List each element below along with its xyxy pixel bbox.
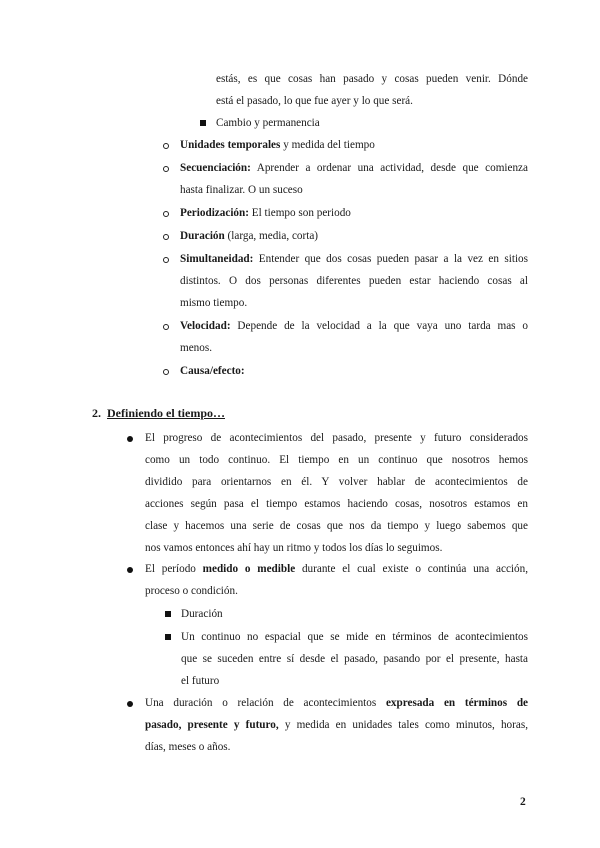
item-periodizacion-text: El tiempo son periodo <box>248 207 351 219</box>
item-velocidad-bold: Velocidad: <box>180 320 231 332</box>
bullet2-sub2-line-3: el futuro <box>181 675 220 687</box>
round-bullet-icon <box>127 701 133 707</box>
circle-bullet-icon <box>163 257 169 263</box>
bullet1-line-1: El progreso de acontecimientos del pasado, presente y futuro considerados <box>145 432 528 444</box>
bullet2-text-pre: El período <box>145 563 203 575</box>
square-bullet-icon <box>200 120 206 126</box>
bullet1-line-5: clase y hacemos una serie de cosas que nos da tiempo y luego sabemos que <box>145 520 528 532</box>
section-title: Definiendo el tiempo… <box>107 406 225 420</box>
item-velocidad-line2: menos. <box>180 342 213 354</box>
bullet2-bold: medido o medible <box>202 563 296 575</box>
bullet2-sub-duracion: Duración <box>181 608 223 620</box>
bullet3-line-1 <box>145 696 528 711</box>
item-velocidad <box>180 319 528 334</box>
item-simultaneidad-text: Entender que dos cosas pueden pasar a la vez en sitios <box>253 253 528 265</box>
item-simultaneidad-line2: distintos. O dos personas diferentes pueden estar haciendo cosas al <box>180 275 528 287</box>
bullet2-text-post: durante el cual existe o continúa una acción, <box>295 563 528 575</box>
item-simultaneidad <box>180 252 528 267</box>
circle-bullet-icon <box>163 324 169 330</box>
bullet3-bold-1: expresada en términos de <box>385 697 529 709</box>
bullet1-line-3: dividido para orientarnos en él. Y volver hablar de acontecimientos de <box>145 476 528 488</box>
bullet2-line-2: proceso o condición. <box>145 585 238 597</box>
item-secuenciacion-bold: Secuenciación: <box>180 162 251 174</box>
circle-bullet-icon <box>163 234 169 240</box>
item-secuenciacion-text: Aprender a ordenar una actividad, desde que comienza <box>250 162 528 174</box>
item-simultaneidad-bold: Simultaneidad: <box>180 253 254 265</box>
item-duracion-text: (larga, media, corta) <box>224 230 319 242</box>
page-number: 2 <box>520 796 526 808</box>
item-causa-bold: Causa/efecto: <box>180 365 245 377</box>
bullet3-text-pre: Una duración o relación de acontecimientos <box>145 697 386 709</box>
item-periodizacion <box>180 206 351 221</box>
bullet3-text-post: y medida en unidades tales como minutos, horas, <box>278 719 528 731</box>
round-bullet-icon <box>127 436 133 442</box>
sub-item-cambio: Cambio y permanencia <box>216 117 320 129</box>
item-secuenciacion-line2: hasta finalizar. O un suceso <box>180 184 303 196</box>
item-secuenciacion <box>180 161 528 176</box>
square-bullet-icon <box>165 611 171 617</box>
item-simultaneidad-line3: mismo tiempo. <box>180 297 248 309</box>
item-unidades <box>180 138 375 153</box>
bullet2-sub2-line-2: que se suceden entre sí desde el pasado, pasando por el presente, hasta <box>181 653 528 665</box>
item-velocidad-text: Depende de la velocidad a la que vaya uno tarda mas o <box>230 320 528 332</box>
item-periodizacion-bold: Periodización: <box>180 207 249 219</box>
circle-bullet-icon <box>163 211 169 217</box>
item-unidades-text: y medida del tiempo <box>280 139 375 151</box>
circle-bullet-icon <box>163 166 169 172</box>
section-number: 2. <box>92 406 101 420</box>
square-bullet-icon <box>165 634 171 640</box>
item-unidades-bold: Unidades temporales <box>180 139 281 151</box>
bullet1-line-6: nos vamos entonces ahí hay un ritmo y todos los días lo seguimos. <box>145 542 443 554</box>
bullet1-line-4: acciones según pasa el tiempo estamos haciendo cosas, nosotros estamos en <box>145 498 528 510</box>
bullet2-line-1 <box>145 562 528 577</box>
circle-bullet-icon <box>163 143 169 149</box>
bullet3-line-2 <box>145 718 528 733</box>
round-bullet-icon <box>127 567 133 573</box>
item-causa-efecto <box>180 364 245 379</box>
bullet1-line-2: como un todo continuo. El tiempo en un continuo que nosotros hemos <box>145 454 528 466</box>
continuation-line-1: estás, es que cosas han pasado y cosas pueden venir. Dónde <box>216 73 528 85</box>
item-duracion-bold: Duración <box>180 230 225 242</box>
bullet2-sub2-line-1: Un continuo no espacial que se mide en términos de acontecimientos <box>181 631 528 643</box>
bullet3-bold-2: pasado, presente y futuro, <box>145 719 279 731</box>
section-heading <box>92 405 225 421</box>
bullet3-line-3: días, meses o años. <box>145 741 231 753</box>
circle-bullet-icon <box>163 369 169 375</box>
continuation-line-2: está el pasado, lo que fue ayer y lo que será. <box>216 95 413 107</box>
item-duracion <box>180 229 318 244</box>
